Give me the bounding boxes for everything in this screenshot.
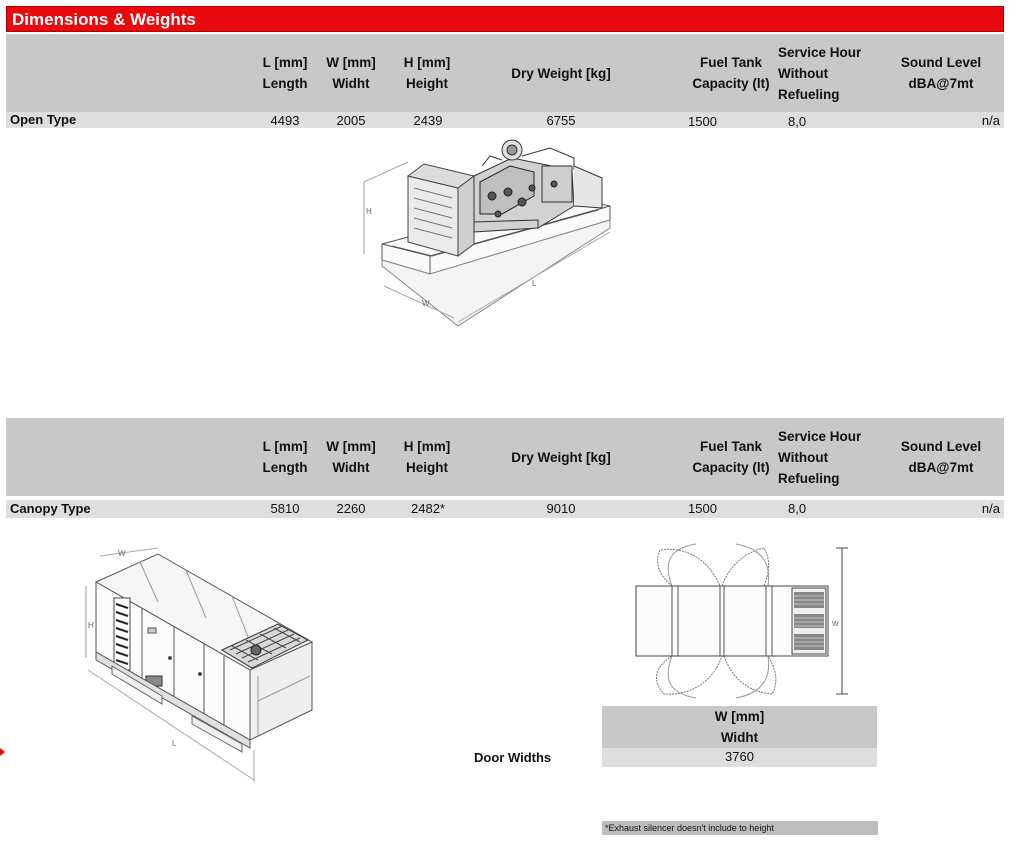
- door-widths-label: Door Widths: [474, 750, 552, 765]
- red-marker-icon: [0, 748, 6, 756]
- length-header: L [mm] Length: [262, 55, 308, 91]
- door-widths-row: [602, 748, 877, 767]
- canopy-sound-level-header: Sound Level dBA@7mt: [900, 439, 982, 475]
- open-type-label: Open Type: [10, 112, 77, 127]
- open-width-dim-label: W: [422, 299, 430, 308]
- canopy-height-header: H [mm] Height: [403, 439, 451, 475]
- canopy-type-label: Canopy Type: [10, 501, 91, 516]
- canopy-dry-weight-value: 9010: [546, 501, 576, 516]
- canopy-type-header: [6, 418, 1004, 496]
- width-header: W [mm] Widht: [326, 55, 376, 91]
- door-width-dim-label: W: [832, 621, 839, 628]
- canopy-width-dim-label: W: [118, 549, 126, 558]
- open-service-hour-value: 8,0: [788, 114, 807, 129]
- dry-weight-header: Dry Weight [kg]: [511, 66, 611, 81]
- door-widths-header: [602, 706, 877, 748]
- open-height-value: 2439: [413, 113, 443, 128]
- open-type-row: [6, 112, 1004, 128]
- canopy-fuel-tank-value: 1500: [688, 501, 717, 516]
- service-hour-header: Service Hour Without Refueling: [778, 45, 862, 102]
- door-swing-top-view-drawing: [632, 540, 850, 700]
- door-width-header: W [mm] Widht: [714, 709, 765, 745]
- canopy-service-hour-header: Service Hour Without Refueling: [778, 429, 862, 486]
- open-fuel-tank-value: 1500: [688, 114, 717, 129]
- open-type-generator-drawing: [362, 136, 612, 328]
- open-sound-level-value: n/a: [981, 113, 1000, 128]
- canopy-length-value: 5810: [270, 501, 300, 516]
- exhaust-footnote: *Exhaust silencer doesn't include to height: [602, 821, 878, 835]
- canopy-width-value: 2260: [336, 501, 366, 516]
- canopy-length-dim-label: L: [172, 739, 177, 748]
- canopy-height-value: 2482*: [411, 501, 445, 516]
- canopy-dry-weight-header: Dry Weight [kg]: [511, 450, 611, 465]
- open-length-dim-label: L: [532, 279, 537, 288]
- canopy-height-dim-label: H: [88, 621, 94, 630]
- open-dry-weight-value: 6755: [546, 113, 576, 128]
- canopy-type-row: [6, 500, 1004, 518]
- canopy-length-header: L [mm] Length: [262, 439, 308, 475]
- door-width-value: 3760: [725, 749, 754, 764]
- canopy-sound-level-value: n/a: [981, 501, 1000, 516]
- open-width-value: 2005: [336, 113, 366, 128]
- open-height-dim-label: H: [366, 207, 372, 216]
- canopy-fuel-tank-header: Fuel Tank Capacity (lt): [692, 439, 770, 475]
- height-header: H [mm] Height: [403, 55, 451, 91]
- canopy-service-hour-value: 8,0: [788, 501, 807, 516]
- open-length-value: 4493: [270, 113, 300, 128]
- fuel-tank-header: Fuel Tank Capacity (lt): [692, 55, 770, 91]
- canopy-width-header: W [mm] Widht: [326, 439, 376, 475]
- sound-level-header: Sound Level dBA@7mt: [900, 55, 982, 91]
- open-type-header: [6, 34, 1004, 112]
- section-title: Dimensions & Weights: [6, 6, 1004, 32]
- canopy-generator-drawing: [82, 546, 322, 792]
